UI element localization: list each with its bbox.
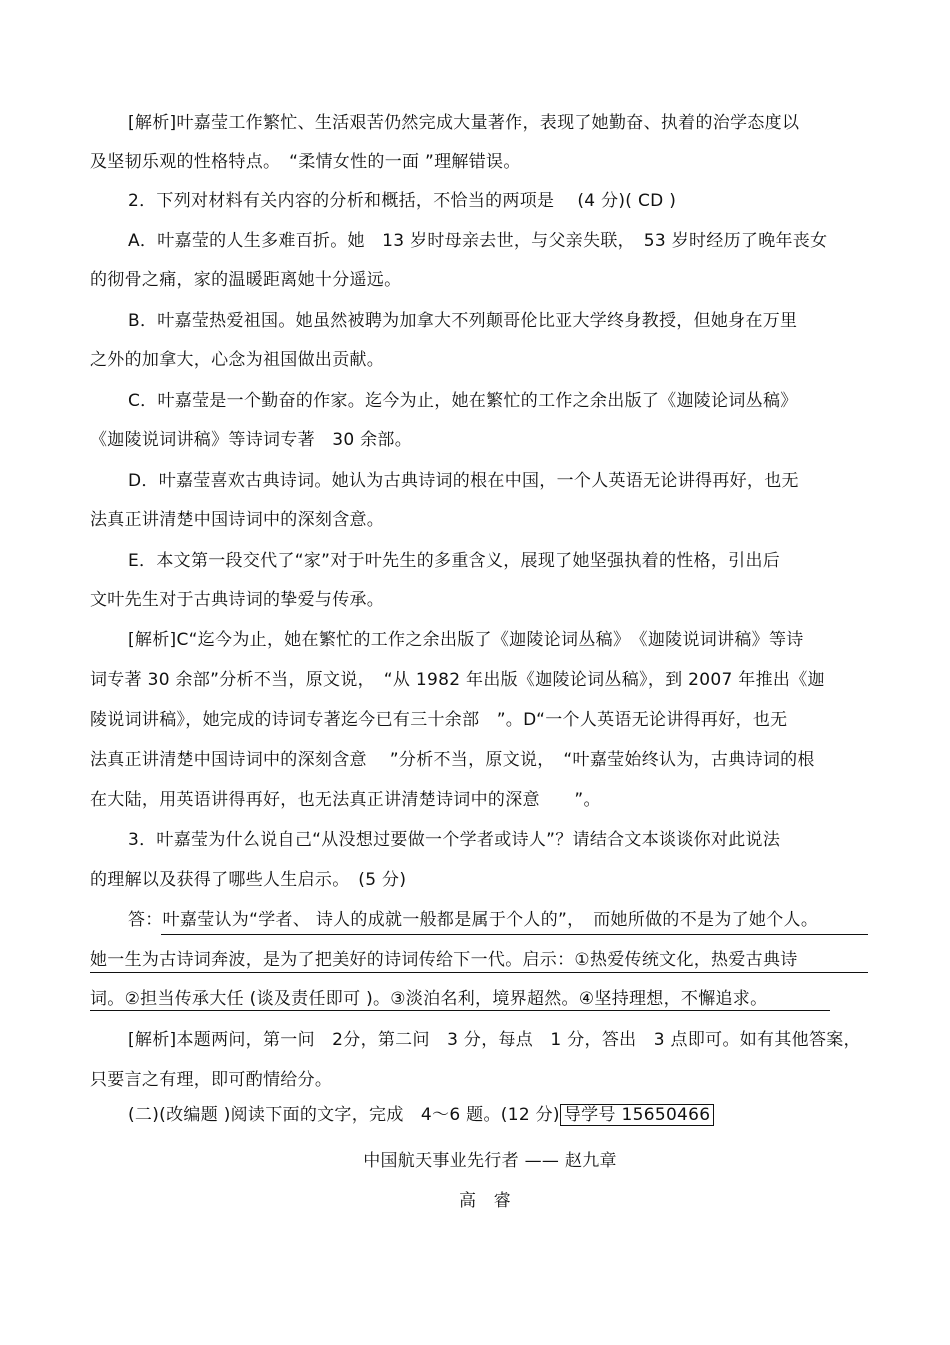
option-a-line-1: A．叶嘉莹的人生多难百折。她 13 岁时母亲去世，与父亲失联， 53 岁时经历了晚年丧女: [128, 231, 828, 251]
analysis-2-line-4: 法真正讲清楚中国诗词中的深刻含意 ”分析不当，原文说， “叶嘉莹始终认为，古典诗词的根: [90, 750, 815, 770]
option-e-line-1: E．本文第一段交代了“家”对于叶先生的多重含义，展现了她坚强执着的性格，引出后: [128, 551, 781, 571]
analysis-1-line-2: 及坚韧乐观的性格特点。 “柔情女性的一面 ”理解错误。: [90, 152, 521, 172]
option-c-line-1: C．叶嘉莹是一个勤奋的作家。迄今为止，她在繁忙的工作之余出版了《迦陵论词丛稿》: [128, 391, 798, 411]
analysis-3-line-2: 只要言之有理，即可酌情给分。: [90, 1070, 333, 1090]
analysis-2-line-5: 在大陆，用英语讲得再好，也无法真正讲清楚诗词中的深意 ”。: [90, 790, 601, 810]
answer-label: 答：: [128, 910, 163, 930]
analysis-2-line-3: 陵说词讲稿》，她完成的诗词专著迄今已有三十余部 ”。D“一个人英语无论讲得再好，也无: [90, 710, 788, 730]
analysis-1-line-1: [解析]叶嘉莹工作繁忙、生活艰苦仍然完成大量著作，表现了她勤奋、执着的治学态度以: [128, 113, 800, 133]
option-c-line-2: 《迦陵说词讲稿》等诗词专著 30 余部。: [90, 430, 413, 450]
answer-underline-1: [161, 934, 868, 935]
section-intro-line: [128, 1104, 714, 1126]
option-d-line-2: 法真正讲清楚中国诗词中的深刻含意。: [90, 510, 385, 530]
answer-text-1: 叶嘉莹认为“学者、 诗人的成就一般都是属于个人的”， 而她所做的不是为了她个人。: [162, 910, 819, 930]
option-d-line-1: D．叶嘉莹喜欢古典诗词。她认为古典诗词的根在中国，一个人英语无论讲得再好，也无: [128, 471, 799, 491]
question-3-stem-line-2: 的理解以及获得了哪些人生启示。 (5 分): [90, 870, 407, 890]
answer-underline-2: [90, 972, 868, 973]
article-title: 中国航天事业先行者 —— 赵九章: [363, 1151, 617, 1171]
article-author: 高 睿: [459, 1191, 511, 1211]
guide-number-box: 导学号 15650466: [560, 1104, 715, 1126]
analysis-3-line-1: [解析]本题两问，第一问 2分，第二问 3 分，每点 1 分，答出 3 点即可。如有其他答案，: [128, 1030, 861, 1050]
answer-line-1: [128, 909, 818, 931]
answer-underline-3: [90, 1010, 830, 1011]
question-3-stem-line-1: 3．叶嘉莹为什么说自己“从没想过要做一个学者或诗人”？请结合文本谈谈你对此说法: [128, 830, 781, 850]
option-e-line-2: 文叶先生对于古典诗词的挚爱与传承。: [90, 590, 385, 610]
option-b-line-2: 之外的加拿大，心念为祖国做出贡献。: [90, 350, 385, 370]
answer-line-2: 她一生为古诗词奔波，是为了把美好的诗词传给下一代。启示：①热爱传统文化，热爱古典诗: [90, 950, 798, 970]
analysis-2-line-2: 词专著 30 余部”分析不当，原文说， “从 1982 年出版《迦陵论词丛稿》，到 2007 年推出《迦: [90, 670, 825, 690]
analysis-2-line-1: [解析]C“迄今为止，她在繁忙的工作之余出版了《迦陵论词丛稿》 《迦陵说词讲稿》等诗: [128, 630, 804, 650]
section-intro: (二)(改编题 )阅读下面的文字，完成 4～6 题。(12 分): [128, 1105, 560, 1125]
option-b-line-1: B．叶嘉莹热爱祖国。她虽然被聘为加拿大不列颠哥伦比亚大学终身教授，但她身在万里: [128, 311, 798, 331]
answer-line-3: 词。②担当传承大任 (谈及责任即可 )。③淡泊名利，境界超然。④坚持理想，不懈追求。: [90, 989, 768, 1009]
question-2-stem: 2．下列对材料有关内容的分析和概括，不恰当的两项是 (4 分)( CD ): [128, 191, 677, 211]
option-a-line-2: 的彻骨之痛，家的温暖距离她十分遥远。: [90, 270, 402, 290]
